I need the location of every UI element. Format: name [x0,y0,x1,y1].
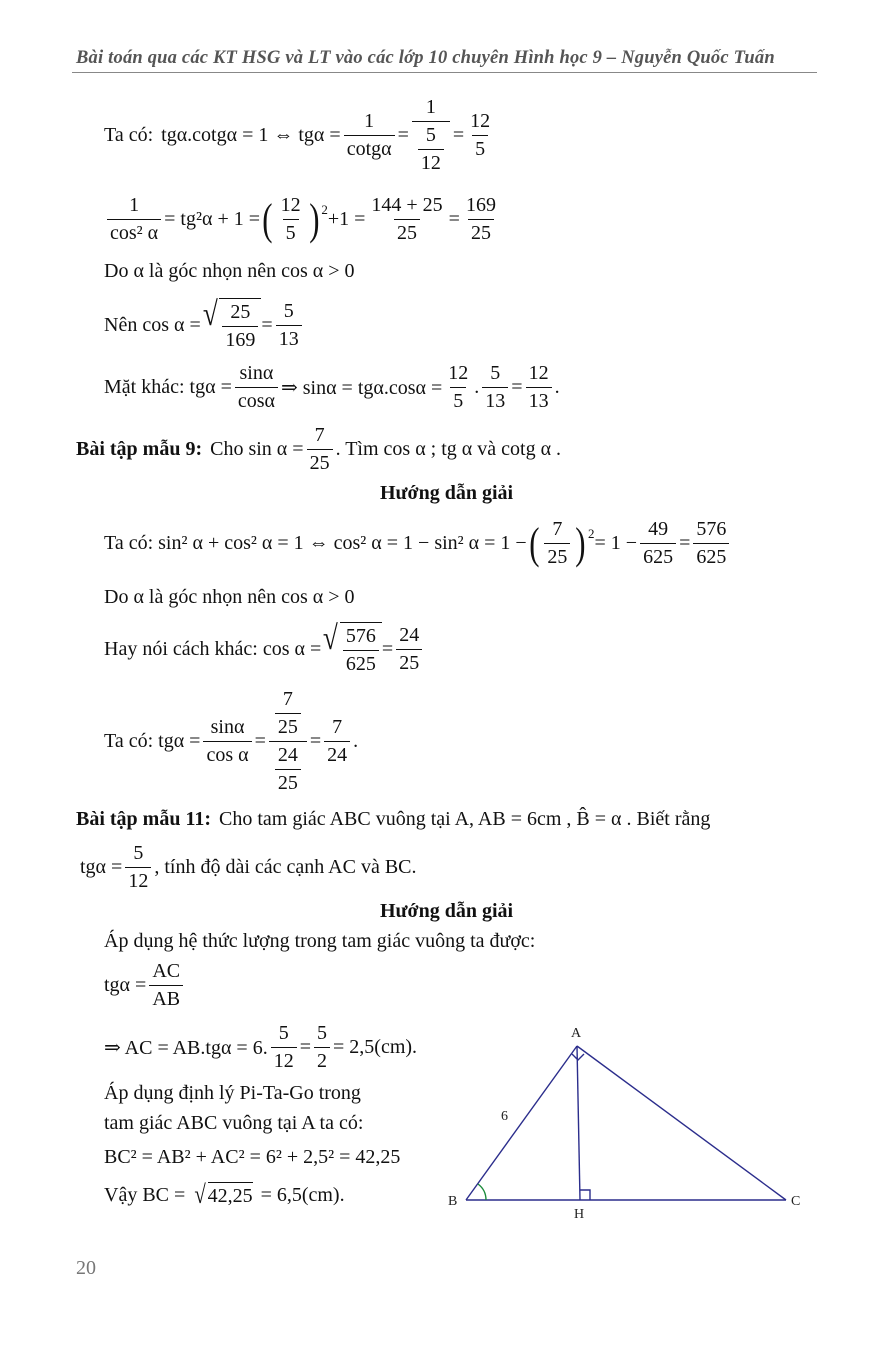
fraction: $\frac{12}{5}$ [470,110,491,160]
text: Cho tam giác ABC vuông tại A, AB = 6cm , B̂ = α . Biết rằng [219,808,711,830]
page-header: Bài toán qua các KT HSG và LT vào các lớp 10 chuyên Hình học 9 – Nguyễn Quốc Tuấn [76,48,775,68]
fraction: $\frac{576}{625}$ [693,518,729,569]
label-h: H [574,1207,585,1222]
fraction: $\frac{24}{25}$ [396,624,422,675]
fraction: $\frac{7}{25}$ [544,518,570,569]
fraction: $\frac{5}{13}$ [276,300,302,351]
square-root: √ $\frac{576}{625}$ [321,622,382,676]
fraction: $\frac{12}{5}$ [448,362,469,412]
fraction: $\frac{5}{2}$ [314,1022,330,1073]
compound-fraction: $\frac{\frac{7}{25}}{\frac{24}{25}}$ [269,688,307,795]
text: , tính độ dài các cạnh AC và BC. [154,856,417,878]
text: Nên cos α = [104,313,201,336]
equation-text: ⇒ sinα = tgα.cosα = [280,377,443,399]
fraction: $\frac{5}{12}$ [125,842,151,893]
text: Hay nói cách khác: cos α = [104,637,322,660]
text: Mặt khác: tgα = [104,376,232,398]
text: . Tìm cos α ; tg α và cotg α . [335,438,562,460]
equation-text: ⇒ AC = AB.tgα = 6. [104,1037,268,1059]
triangle-figure [440,1018,820,1228]
fraction: $\frac{\sin\alpha}{\cos\alpha}$ [235,362,278,413]
compound-fraction: $\frac{1}{\frac{5}{12}}$ [412,96,450,175]
fraction: $\frac{169}{25}$ [465,194,496,244]
fraction: $\frac{5}{13}$ [482,362,508,413]
block3-line5: tam giác ABC vuông tại A ta có: [104,1112,364,1134]
block3-line2 [104,960,186,1011]
exercise-9 [76,424,561,475]
text: tgα = [104,974,147,996]
equation-text: = 6,5(cm). [260,1183,345,1206]
right-angle-mark-h [580,1190,590,1200]
block1-line2: $\frac{1}{\text{cos² α}}$ = tg²α + 1 = ( $\frac{12}{5}$ ) 2 +1 = $\frac{144 + 25}{25}$ = $\frac{169}{25}$ [104,194,502,245]
text: Cho sin α = [210,438,304,460]
block2-line4: Ta có: tgα = $\frac{\sin\alpha}{\text{cos α}}$ = $\frac{\frac{7}{25}}{\frac{24}{25}}$ = $\frac{7}{24}$ . [104,688,359,794]
block1-line3: Do α là góc nhọn nên cos α > 0 [104,260,355,282]
exercise-11 [76,808,710,831]
block3-line4: Áp dụng định lý Pi-Ta-Go trong [104,1082,361,1104]
text: tgα = [80,856,123,878]
header-divider [72,72,817,73]
exercise-label: Bài tập mẫu 11: [76,808,212,830]
text: Vậy BC = [104,1183,186,1206]
side-ac [577,1046,786,1200]
fraction: $\frac{5}{12}$ [271,1022,297,1073]
exercise-label: Bài tập mẫu 9: [76,438,203,460]
fraction: $\frac{49}{625}$ [640,518,676,569]
section-title: Hướng dẫn giải [379,900,514,922]
fraction: $\frac{144 + 25}{25}$ [371,194,443,244]
fraction: $\frac{1}{\text{cos² α}}$ [107,194,161,245]
label-c: C [791,1194,801,1209]
block2-line2: Do α là góc nhọn nên cos α > 0 [104,586,355,608]
right-angle-mark-a [572,1054,584,1060]
side-ab [466,1046,577,1200]
page-number: 20 [76,1257,96,1279]
block1-line5: Mặt khác: tgα = $\frac{\sin\alpha}{\cos\alpha}$ ⇒ sinα = tgα.cosα = $\frac{12}{5}$ . $\frac{5}{13}$ = $\frac{12}{13}$ . [104,362,560,412]
exercise-11-line2 [80,842,417,893]
square-root: √ 42,25 [194,1180,253,1209]
angle-b-arc [478,1184,486,1200]
fraction: $\frac{12}{5}$ [280,194,301,244]
label-a: A [571,1026,582,1041]
altitude-ah [577,1046,580,1200]
label-b: B [448,1194,458,1209]
fraction: $\frac{12}{13}$ [526,362,552,413]
block2-line1: Ta có: sin² α + cos² α = 1 ⇔ cos² α = 1 − sin² α = 1 − ( $\frac{7}{25}$ ) 2 = 1 − $\frac{49}{625}$ = $\frac{576}{625}$ [104,518,732,569]
equation-text: +1 = [327,208,366,230]
equation-text: = tg²α + 1 = [164,208,261,230]
square-root: √ $\frac{25}{169}$ [201,298,262,352]
equation-text: = 1 − [594,532,638,554]
fraction: $\frac{7}{25}$ [307,424,333,475]
label-side-length: 6 [501,1109,508,1124]
fraction: $\frac{AC}{AB}$ [149,960,183,1011]
fraction: $\frac{7}{24}$ [324,716,350,767]
block3-line7 [104,1182,345,1208]
text: Ta có: [104,124,154,146]
block3-line3: ⇒ AC = AB.tgα = 6. $\frac{5}{12}$ = $\frac{5}{2}$ = 2,5(cm). [104,1022,418,1072]
block3-line1: Áp dụng hệ thức lượng trong tam giác vuông ta được: [104,930,536,952]
block3-line6: BC² = AB² + AC² = 6² + 2,5² = 42,25 [104,1146,401,1168]
fraction: $\frac{\sin\alpha}{\text{cos α}}$ [203,716,251,767]
section-title: Hướng dẫn giải [379,482,514,504]
text: Ta có: tgα = [104,730,201,752]
block2-line3: Hay nói cách khác: cos α = √ $\frac{576}{625}$ = $\frac{24}{25}$ [104,622,425,676]
block1-line4: Nên cos α = √ $\frac{25}{169}$ = $\frac{5}{13}$ [104,298,305,352]
equation-text: = 2,5(cm). [333,1036,418,1058]
equation-text: tgα.cotgα = 1 ⇔ tgα = [161,124,341,146]
fraction: $\frac{1}{\cot g\alpha}$ [344,110,395,161]
equation-text: Ta có: sin² α + cos² α = 1 ⇔ cos² α = 1 − sin² α = 1 − [104,532,527,554]
block1-line1: Ta có: tgα.cotgα = 1 ⇔ tgα = $\frac{1}{\cot g\alpha}$ = $\frac{1}{\frac{5}{12}}$ = $\frac{12}{5}$ [104,96,496,175]
